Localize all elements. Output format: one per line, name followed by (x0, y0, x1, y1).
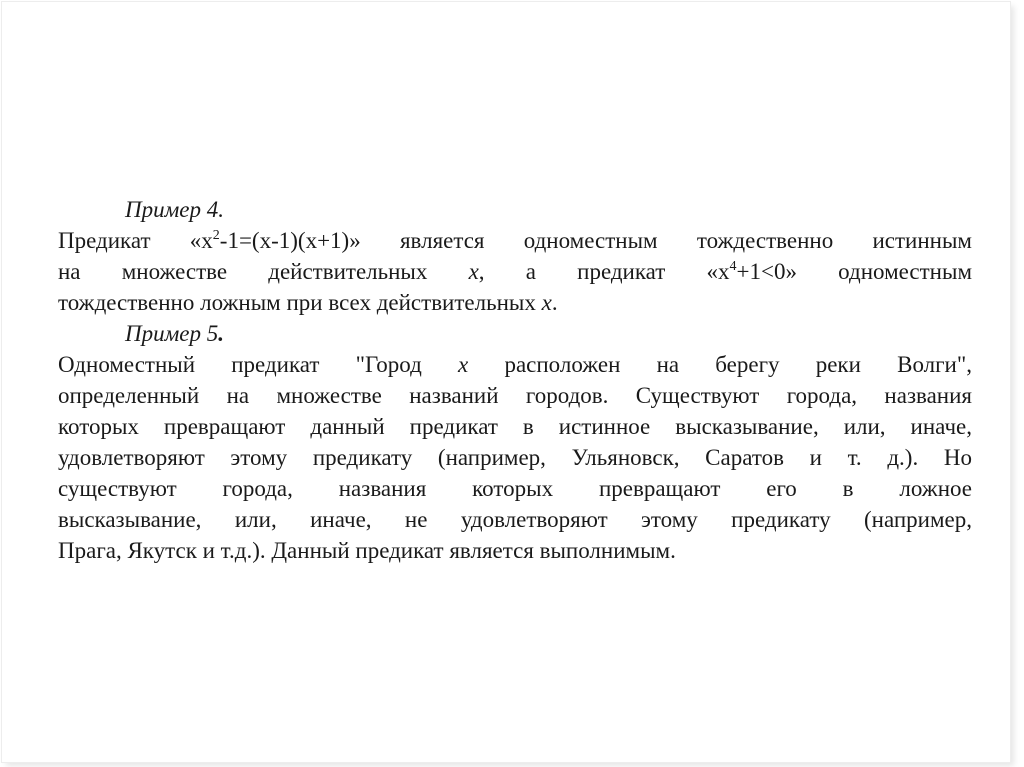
text-span: Предикат «x (58, 228, 213, 253)
example-4-heading (58, 194, 972, 225)
superscript: 4 (729, 259, 737, 274)
text-span: тождественно ложным при всех действительных (58, 290, 542, 315)
example-4-line-3 (58, 287, 972, 318)
example-5-line-3: которых превращают данный предикат в истинное высказывание, или, иначе, (58, 414, 972, 439)
example-5-line-6: высказывание, или, иначе, не удовлетворяют этому предикату (например, (58, 507, 972, 532)
variable-x: x (458, 352, 469, 377)
text-span: +1<0» одноместным (736, 259, 972, 284)
example-5-heading-text: Пример 5 (125, 321, 219, 346)
variable-x: x (541, 290, 552, 315)
example-5-line-4: удовлетворяют этому предикату (например, Ульяновск, Саратов и т. д.). Но (58, 445, 972, 470)
text-span: -1=(x-1)(x+1)» является одноместным тождественно истинным (219, 228, 972, 253)
example-4-heading-text: Пример 4. (125, 197, 224, 222)
text-span: расположен на берегу реки Волги", (468, 352, 972, 377)
example-5-line-1 (58, 349, 972, 380)
example-5-line-7: Прага, Якутск и т.д.). Данный предикат является выполнимым. (58, 538, 676, 563)
example-5-line-2: определенный на множестве названий городов. Существуют города, названия (58, 383, 972, 408)
text-span: Одноместный предикат "Город (58, 352, 459, 377)
example-4-line-2 (58, 256, 972, 287)
text-span: , а предикат «x (478, 259, 730, 284)
document-text (58, 194, 972, 566)
text-span: на множестве действительных (58, 259, 469, 284)
text-span: . (551, 290, 558, 315)
example-5-heading (58, 318, 972, 349)
slide-frame (2, 2, 1010, 762)
example-5-line-5: существуют города, названия которых превращают его в ложное (58, 476, 972, 501)
example-4-line-1 (58, 225, 972, 256)
superscript: 2 (212, 228, 220, 243)
variable-x: x (468, 259, 479, 284)
heading-dot: . (218, 321, 224, 346)
